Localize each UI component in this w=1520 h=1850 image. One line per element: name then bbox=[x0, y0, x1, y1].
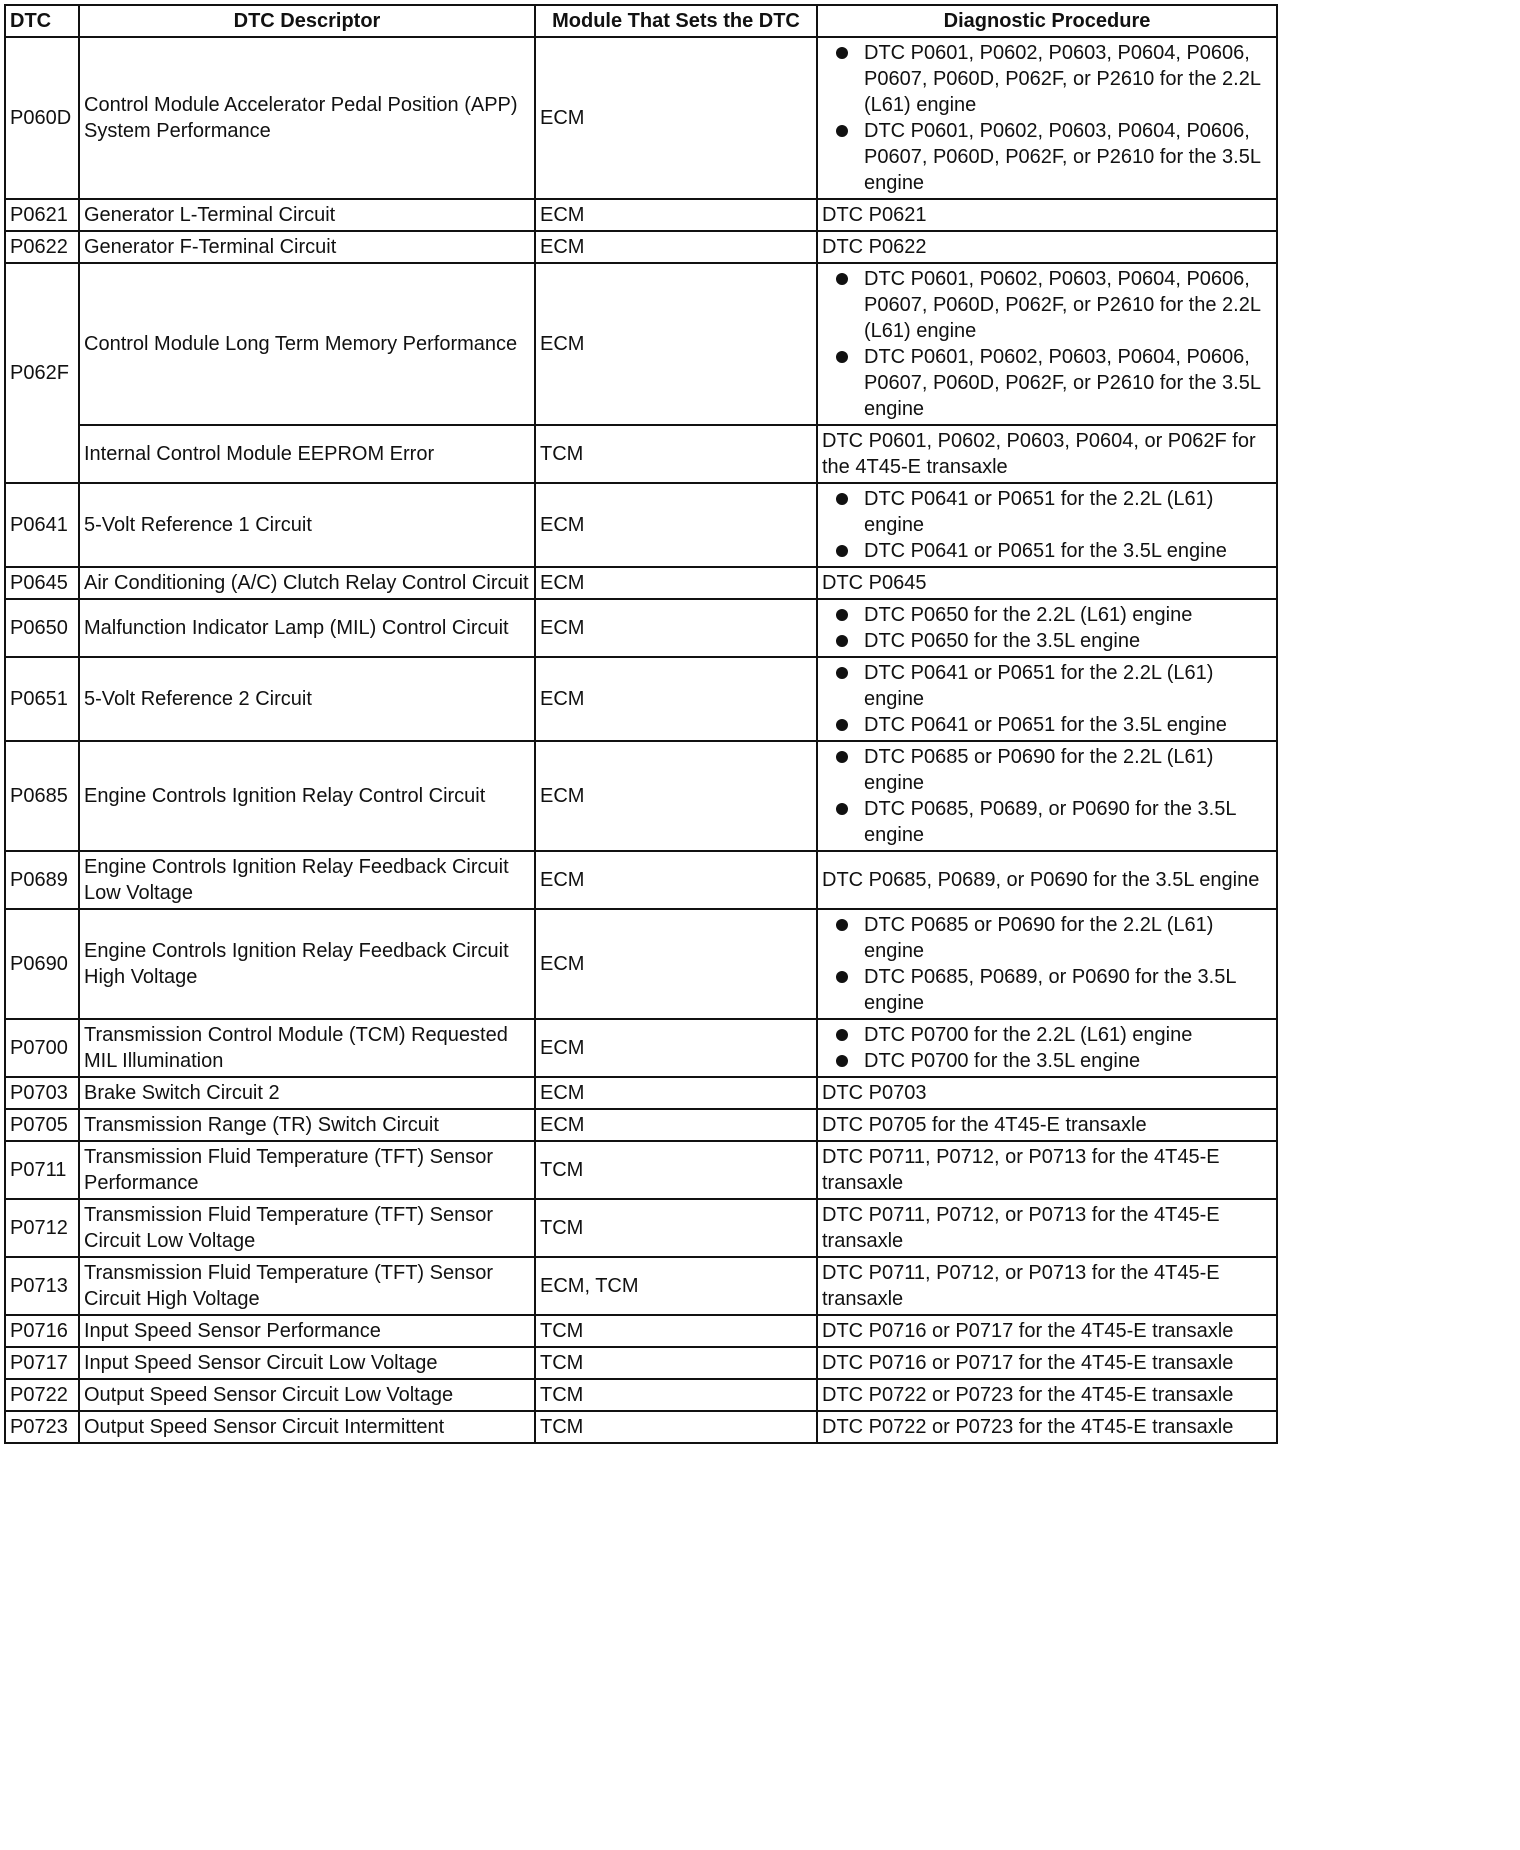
dtc-code-cell: P0705 bbox=[5, 1109, 79, 1141]
bullet-icon bbox=[836, 47, 848, 59]
procedure-bullet-list bbox=[822, 40, 1272, 196]
module-cell: ECM bbox=[535, 909, 817, 1019]
table-row bbox=[5, 1257, 1277, 1315]
procedure-bullet-text: DTC P0700 for the 3.5L engine bbox=[864, 1050, 1141, 1072]
bullet-icon bbox=[836, 719, 848, 731]
module-cell: ECM bbox=[535, 1019, 817, 1077]
descriptor-cell: Input Speed Sensor Circuit Low Voltage bbox=[79, 1347, 535, 1379]
dtc-code-cell: P0685 bbox=[5, 741, 79, 851]
descriptor-cell: Malfunction Indicator Lamp (MIL) Control Circuit bbox=[79, 599, 535, 657]
table-row bbox=[5, 1077, 1277, 1109]
bullet-icon bbox=[836, 667, 848, 679]
bullet-icon bbox=[836, 545, 848, 557]
descriptor-cell: Engine Controls Ignition Relay Feedback Circuit Low Voltage bbox=[79, 851, 535, 909]
bullet-icon bbox=[836, 1055, 848, 1067]
procedure-bullet-text: DTC P0601, P0602, P0603, P0604, P0606, P0607, P060D, P062F, or P2610 for the 3.5L engine bbox=[864, 120, 1261, 194]
procedure-cell: DTC P0711, P0712, or P0713 for the 4T45-E transaxle bbox=[817, 1257, 1277, 1315]
dtc-code-cell: P062F bbox=[5, 263, 79, 483]
table-row bbox=[5, 909, 1277, 1019]
module-cell: ECM bbox=[535, 851, 817, 909]
table-row bbox=[5, 599, 1277, 657]
bullet-icon bbox=[836, 971, 848, 983]
module-cell: TCM bbox=[535, 1199, 817, 1257]
procedure-cell: DTC P0722 or P0723 for the 4T45-E transaxle bbox=[817, 1411, 1277, 1443]
procedure-cell: DTC P0705 for the 4T45-E transaxle bbox=[817, 1109, 1277, 1141]
descriptor-cell: Transmission Fluid Temperature (TFT) Sensor Performance bbox=[79, 1141, 535, 1199]
descriptor-cell: Transmission Range (TR) Switch Circuit bbox=[79, 1109, 535, 1141]
bullet-icon bbox=[836, 351, 848, 363]
module-cell: ECM bbox=[535, 199, 817, 231]
header-module: Module That Sets the DTC bbox=[535, 5, 817, 37]
procedure-bullet-item bbox=[822, 118, 1272, 196]
procedure-cell: DTC P0722 or P0723 for the 4T45-E transaxle bbox=[817, 1379, 1277, 1411]
bullet-icon bbox=[836, 125, 848, 137]
dtc-code-cell: P0621 bbox=[5, 199, 79, 231]
procedure-bullet-text: DTC P0650 for the 3.5L engine bbox=[864, 630, 1141, 652]
dtc-code-cell: P0622 bbox=[5, 231, 79, 263]
procedure-bullet-item bbox=[822, 712, 1272, 738]
procedure-bullet-list bbox=[822, 1022, 1272, 1074]
table-row bbox=[5, 1109, 1277, 1141]
procedure-cell: DTC P0716 or P0717 for the 4T45-E transaxle bbox=[817, 1315, 1277, 1347]
descriptor-cell: Control Module Long Term Memory Performance bbox=[79, 263, 535, 425]
module-cell: ECM bbox=[535, 599, 817, 657]
procedure-bullet-item bbox=[822, 744, 1272, 796]
procedure-cell bbox=[817, 599, 1277, 657]
procedure-cell: DTC P0685, P0689, or P0690 for the 3.5L engine bbox=[817, 851, 1277, 909]
dtc-code-cell: P0650 bbox=[5, 599, 79, 657]
procedure-bullet-item bbox=[822, 602, 1272, 628]
module-cell: TCM bbox=[535, 1315, 817, 1347]
procedure-bullet-text: DTC P0650 for the 2.2L (L61) engine bbox=[864, 604, 1193, 626]
procedure-bullet-text: DTC P0641 or P0651 for the 2.2L (L61) engine bbox=[864, 488, 1214, 536]
table-row bbox=[5, 851, 1277, 909]
procedure-bullet-item bbox=[822, 1022, 1272, 1048]
descriptor-cell: Output Speed Sensor Circuit Intermittent bbox=[79, 1411, 535, 1443]
bullet-icon bbox=[836, 273, 848, 285]
module-cell: ECM bbox=[535, 657, 817, 741]
procedure-cell: DTC P0601, P0602, P0603, P0604, or P062F for the 4T45-E transaxle bbox=[817, 425, 1277, 483]
procedure-bullet-item bbox=[822, 964, 1272, 1016]
bullet-icon bbox=[836, 1029, 848, 1041]
procedure-bullet-text: DTC P0601, P0602, P0603, P0604, P0606, P0607, P060D, P062F, or P2610 for the 3.5L engine bbox=[864, 346, 1261, 420]
descriptor-cell: Internal Control Module EEPROM Error bbox=[79, 425, 535, 483]
module-cell: ECM bbox=[535, 567, 817, 599]
dtc-code-cell: P0711 bbox=[5, 1141, 79, 1199]
procedure-bullet-item bbox=[822, 538, 1272, 564]
module-cell: ECM bbox=[535, 741, 817, 851]
descriptor-cell: Engine Controls Ignition Relay Control Circuit bbox=[79, 741, 535, 851]
descriptor-cell: Air Conditioning (A/C) Clutch Relay Control Circuit bbox=[79, 567, 535, 599]
descriptor-cell: Generator F-Terminal Circuit bbox=[79, 231, 535, 263]
procedure-bullet-text: DTC P0685, P0689, or P0690 for the 3.5L engine bbox=[864, 798, 1236, 846]
dtc-code-cell: P0700 bbox=[5, 1019, 79, 1077]
module-cell: TCM bbox=[535, 425, 817, 483]
module-cell: ECM bbox=[535, 1109, 817, 1141]
header-procedure: Diagnostic Procedure bbox=[817, 5, 1277, 37]
dtc-code-cell: P0716 bbox=[5, 1315, 79, 1347]
procedure-cell: DTC P0622 bbox=[817, 231, 1277, 263]
procedure-bullet-item bbox=[822, 344, 1272, 422]
dtc-code-cell: P0722 bbox=[5, 1379, 79, 1411]
dtc-code-cell: P0689 bbox=[5, 851, 79, 909]
table-row bbox=[5, 483, 1277, 567]
table-row bbox=[5, 263, 1277, 425]
table-row bbox=[5, 231, 1277, 263]
table-row bbox=[5, 1347, 1277, 1379]
table-row bbox=[5, 567, 1277, 599]
procedure-bullet-text: DTC P0685, P0689, or P0690 for the 3.5L engine bbox=[864, 966, 1236, 1014]
header-dtc: DTC bbox=[5, 5, 79, 37]
procedure-bullet-list bbox=[822, 912, 1272, 1016]
table-header bbox=[5, 5, 1277, 37]
procedure-cell: DTC P0711, P0712, or P0713 for the 4T45-E transaxle bbox=[817, 1141, 1277, 1199]
module-cell: TCM bbox=[535, 1347, 817, 1379]
table-row bbox=[5, 741, 1277, 851]
dtc-code-cell: P0723 bbox=[5, 1411, 79, 1443]
table-row bbox=[5, 657, 1277, 741]
descriptor-cell: Transmission Fluid Temperature (TFT) Sensor Circuit Low Voltage bbox=[79, 1199, 535, 1257]
dtc-code-cell: P0717 bbox=[5, 1347, 79, 1379]
table-row bbox=[5, 425, 1277, 483]
dtc-code-cell: P0712 bbox=[5, 1199, 79, 1257]
module-cell: ECM, TCM bbox=[535, 1257, 817, 1315]
procedure-bullet-item bbox=[822, 912, 1272, 964]
module-cell: ECM bbox=[535, 37, 817, 199]
procedure-cell bbox=[817, 37, 1277, 199]
table-row bbox=[5, 37, 1277, 199]
procedure-cell: DTC P0716 or P0717 for the 4T45-E transaxle bbox=[817, 1347, 1277, 1379]
dtc-code-cell: P0713 bbox=[5, 1257, 79, 1315]
table-row bbox=[5, 1199, 1277, 1257]
procedure-bullet-list bbox=[822, 266, 1272, 422]
descriptor-cell: Output Speed Sensor Circuit Low Voltage bbox=[79, 1379, 535, 1411]
descriptor-cell: Transmission Fluid Temperature (TFT) Sensor Circuit High Voltage bbox=[79, 1257, 535, 1315]
module-cell: ECM bbox=[535, 263, 817, 425]
descriptor-cell: Transmission Control Module (TCM) Requested MIL Illumination bbox=[79, 1019, 535, 1077]
table-body bbox=[5, 37, 1277, 1443]
table-row bbox=[5, 1019, 1277, 1077]
module-cell: TCM bbox=[535, 1411, 817, 1443]
dtc-code-cell: P060D bbox=[5, 37, 79, 199]
header-row bbox=[5, 5, 1277, 37]
module-cell: ECM bbox=[535, 483, 817, 567]
table-row bbox=[5, 1379, 1277, 1411]
bullet-icon bbox=[836, 919, 848, 931]
bullet-icon bbox=[836, 803, 848, 815]
module-cell: TCM bbox=[535, 1141, 817, 1199]
descriptor-cell: 5-Volt Reference 2 Circuit bbox=[79, 657, 535, 741]
procedure-bullet-item bbox=[822, 628, 1272, 654]
dtc-code-cell: P0651 bbox=[5, 657, 79, 741]
table-row bbox=[5, 1411, 1277, 1443]
procedure-bullet-list bbox=[822, 486, 1272, 564]
table-row bbox=[5, 199, 1277, 231]
module-cell: ECM bbox=[535, 231, 817, 263]
module-cell: TCM bbox=[535, 1379, 817, 1411]
procedure-cell bbox=[817, 741, 1277, 851]
table-row bbox=[5, 1315, 1277, 1347]
procedure-bullet-text: DTC P0641 or P0651 for the 2.2L (L61) engine bbox=[864, 662, 1214, 710]
procedure-bullet-list bbox=[822, 602, 1272, 654]
procedure-cell bbox=[817, 657, 1277, 741]
procedure-bullet-text: DTC P0685 or P0690 for the 2.2L (L61) engine bbox=[864, 746, 1214, 794]
procedure-bullet-text: DTC P0601, P0602, P0603, P0604, P0606, P0607, P060D, P062F, or P2610 for the 2.2L (L61) engine bbox=[864, 42, 1261, 116]
procedure-bullet-item bbox=[822, 486, 1272, 538]
procedure-bullet-item bbox=[822, 660, 1272, 712]
dtc-code-cell: P0690 bbox=[5, 909, 79, 1019]
procedure-bullet-text: DTC P0641 or P0651 for the 3.5L engine bbox=[864, 714, 1227, 736]
descriptor-cell: Generator L-Terminal Circuit bbox=[79, 199, 535, 231]
procedure-bullet-list bbox=[822, 660, 1272, 738]
descriptor-cell: Control Module Accelerator Pedal Position (APP) System Performance bbox=[79, 37, 535, 199]
table-row bbox=[5, 1141, 1277, 1199]
bullet-icon bbox=[836, 493, 848, 505]
procedure-cell bbox=[817, 483, 1277, 567]
dtc-code-cell: P0703 bbox=[5, 1077, 79, 1109]
procedure-cell: DTC P0621 bbox=[817, 199, 1277, 231]
descriptor-cell: Brake Switch Circuit 2 bbox=[79, 1077, 535, 1109]
dtc-table bbox=[4, 4, 1278, 1444]
bullet-icon bbox=[836, 751, 848, 763]
procedure-cell: DTC P0703 bbox=[817, 1077, 1277, 1109]
module-cell: ECM bbox=[535, 1077, 817, 1109]
procedure-bullet-text: DTC P0700 for the 2.2L (L61) engine bbox=[864, 1024, 1193, 1046]
procedure-cell: DTC P0645 bbox=[817, 567, 1277, 599]
procedure-cell: DTC P0711, P0712, or P0713 for the 4T45-E transaxle bbox=[817, 1199, 1277, 1257]
procedure-bullet-item bbox=[822, 1048, 1272, 1074]
procedure-bullet-item bbox=[822, 796, 1272, 848]
bullet-icon bbox=[836, 635, 848, 647]
bullet-icon bbox=[836, 609, 848, 621]
procedure-bullet-list bbox=[822, 744, 1272, 848]
procedure-bullet-text: DTC P0685 or P0690 for the 2.2L (L61) engine bbox=[864, 914, 1214, 962]
header-descriptor: DTC Descriptor bbox=[79, 5, 535, 37]
procedure-bullet-item bbox=[822, 266, 1272, 344]
descriptor-cell: Input Speed Sensor Performance bbox=[79, 1315, 535, 1347]
dtc-code-cell: P0641 bbox=[5, 483, 79, 567]
procedure-cell bbox=[817, 909, 1277, 1019]
procedure-cell bbox=[817, 1019, 1277, 1077]
procedure-bullet-text: DTC P0641 or P0651 for the 3.5L engine bbox=[864, 540, 1227, 562]
procedure-bullet-item bbox=[822, 40, 1272, 118]
dtc-code-cell: P0645 bbox=[5, 567, 79, 599]
descriptor-cell: 5-Volt Reference 1 Circuit bbox=[79, 483, 535, 567]
procedure-bullet-text: DTC P0601, P0602, P0603, P0604, P0606, P0607, P060D, P062F, or P2610 for the 2.2L (L61) engine bbox=[864, 268, 1261, 342]
descriptor-cell: Engine Controls Ignition Relay Feedback Circuit High Voltage bbox=[79, 909, 535, 1019]
procedure-cell bbox=[817, 263, 1277, 425]
